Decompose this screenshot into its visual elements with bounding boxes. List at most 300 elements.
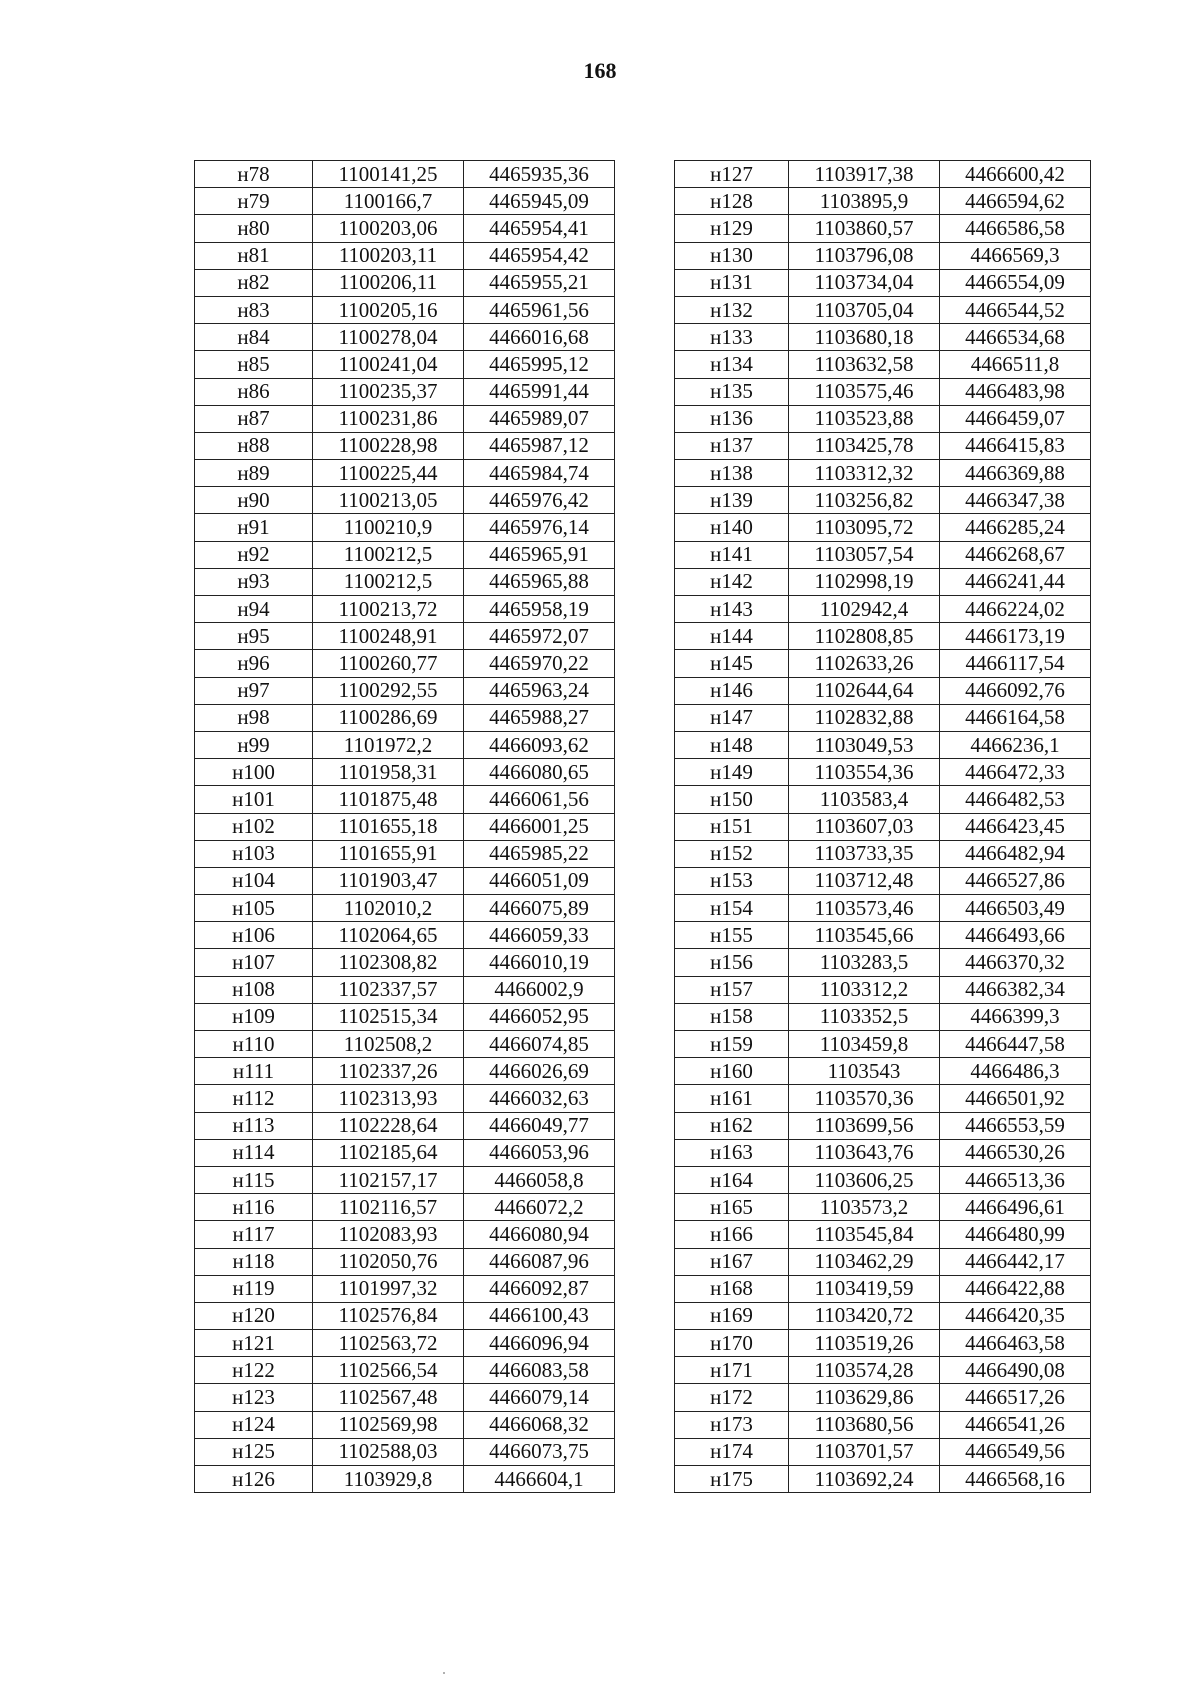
x-coordinate-cell: 1100166,7 (313, 188, 464, 215)
x-coordinate-cell: 1103425,78 (789, 432, 940, 459)
x-coordinate-cell: 1103570,36 (789, 1085, 940, 1112)
table-row (675, 650, 1091, 677)
y-coordinate-cell: 4466285,24 (940, 514, 1091, 541)
table-row (195, 677, 615, 704)
table-row (195, 813, 615, 840)
table-row (195, 1003, 615, 1030)
table-row (195, 1330, 615, 1357)
point-id-cell: н171 (675, 1357, 789, 1384)
x-coordinate-cell: 1102576,84 (313, 1302, 464, 1329)
y-coordinate-cell: 4466586,58 (940, 215, 1091, 242)
point-id-cell: н146 (675, 677, 789, 704)
y-coordinate-cell: 4466554,09 (940, 269, 1091, 296)
y-coordinate-cell: 4466002,9 (464, 976, 615, 1003)
y-coordinate-cell: 4466236,1 (940, 731, 1091, 758)
table-row (675, 405, 1091, 432)
table-row (675, 1357, 1091, 1384)
point-id-cell: н80 (195, 215, 313, 242)
y-coordinate-cell: 4466100,43 (464, 1302, 615, 1329)
point-id-cell: н134 (675, 351, 789, 378)
x-coordinate-cell: 1100231,86 (313, 405, 464, 432)
x-coordinate-cell: 1102308,82 (313, 949, 464, 976)
x-coordinate-cell: 1102567,48 (313, 1384, 464, 1411)
table-row (675, 1003, 1091, 1030)
table-row (675, 541, 1091, 568)
x-coordinate-cell: 1102064,65 (313, 922, 464, 949)
y-coordinate-cell: 4466482,53 (940, 786, 1091, 813)
point-id-cell: н158 (675, 1003, 789, 1030)
table-row (195, 296, 615, 323)
table-row (675, 704, 1091, 731)
y-coordinate-cell: 4466080,94 (464, 1221, 615, 1248)
y-coordinate-cell: 4466600,42 (940, 161, 1091, 188)
point-id-cell: н116 (195, 1194, 313, 1221)
table-row (675, 922, 1091, 949)
y-coordinate-cell: 4466072,2 (464, 1194, 615, 1221)
y-coordinate-cell: 4466503,49 (940, 895, 1091, 922)
x-coordinate-cell: 1102566,54 (313, 1357, 464, 1384)
x-coordinate-cell: 1102832,88 (789, 704, 940, 731)
x-coordinate-cell: 1100213,05 (313, 487, 464, 514)
point-id-cell: н103 (195, 840, 313, 867)
point-id-cell: н138 (675, 460, 789, 487)
x-coordinate-cell: 1100203,11 (313, 242, 464, 269)
y-coordinate-cell: 4466010,19 (464, 949, 615, 976)
point-id-cell: н85 (195, 351, 313, 378)
point-id-cell: н143 (675, 596, 789, 623)
x-coordinate-cell: 1103283,5 (789, 949, 940, 976)
y-coordinate-cell: 4465970,22 (464, 650, 615, 677)
x-coordinate-cell: 1103692,24 (789, 1466, 940, 1493)
x-coordinate-cell: 1101972,2 (313, 731, 464, 758)
point-id-cell: н114 (195, 1139, 313, 1166)
table-row (675, 1275, 1091, 1302)
table-row (195, 242, 615, 269)
x-coordinate-cell: 1103574,28 (789, 1357, 940, 1384)
x-coordinate-cell: 1101958,31 (313, 759, 464, 786)
x-coordinate-cell: 1103420,72 (789, 1302, 940, 1329)
table-row (195, 1194, 615, 1221)
point-id-cell: н132 (675, 296, 789, 323)
x-coordinate-cell: 1102508,2 (313, 1031, 464, 1058)
x-coordinate-cell: 1103543 (789, 1058, 940, 1085)
x-coordinate-cell: 1103860,57 (789, 215, 940, 242)
table-row (675, 514, 1091, 541)
table-row (195, 514, 615, 541)
x-coordinate-cell: 1103049,53 (789, 731, 940, 758)
y-coordinate-cell: 4466347,38 (940, 487, 1091, 514)
y-coordinate-cell: 4466490,08 (940, 1357, 1091, 1384)
table-row (195, 1302, 615, 1329)
y-coordinate-cell: 4466493,66 (940, 922, 1091, 949)
y-coordinate-cell: 4466569,3 (940, 242, 1091, 269)
point-id-cell: н119 (195, 1275, 313, 1302)
point-id-cell: н125 (195, 1438, 313, 1465)
y-coordinate-cell: 4466087,96 (464, 1248, 615, 1275)
x-coordinate-cell: 1100212,5 (313, 568, 464, 595)
x-coordinate-cell: 1103917,38 (789, 161, 940, 188)
x-coordinate-cell: 1103583,4 (789, 786, 940, 813)
y-coordinate-cell: 4466224,02 (940, 596, 1091, 623)
x-coordinate-cell: 1102515,34 (313, 1003, 464, 1030)
y-coordinate-cell: 4466420,35 (940, 1302, 1091, 1329)
x-coordinate-cell: 1103256,82 (789, 487, 940, 514)
point-id-cell: н126 (195, 1466, 313, 1493)
y-coordinate-cell: 4466541,26 (940, 1411, 1091, 1438)
y-coordinate-cell: 4466001,25 (464, 813, 615, 840)
table-row (675, 867, 1091, 894)
x-coordinate-cell: 1103701,57 (789, 1438, 940, 1465)
x-coordinate-cell: 1102644,64 (789, 677, 940, 704)
x-coordinate-cell: 1100286,69 (313, 704, 464, 731)
x-coordinate-cell: 1101997,32 (313, 1275, 464, 1302)
point-id-cell: н92 (195, 541, 313, 568)
table-row (195, 1357, 615, 1384)
point-id-cell: н99 (195, 731, 313, 758)
table-row (675, 1221, 1091, 1248)
point-id-cell: н173 (675, 1411, 789, 1438)
point-id-cell: н123 (195, 1384, 313, 1411)
point-id-cell: н167 (675, 1248, 789, 1275)
table-row (675, 840, 1091, 867)
table-row (675, 432, 1091, 459)
point-id-cell: н82 (195, 269, 313, 296)
y-coordinate-cell: 4465965,91 (464, 541, 615, 568)
x-coordinate-cell: 1102563,72 (313, 1330, 464, 1357)
x-coordinate-cell: 1102337,26 (313, 1058, 464, 1085)
y-coordinate-cell: 4465976,42 (464, 487, 615, 514)
table-row (195, 1248, 615, 1275)
y-coordinate-cell: 4466268,67 (940, 541, 1091, 568)
table-row (675, 188, 1091, 215)
y-coordinate-cell: 4466534,68 (940, 324, 1091, 351)
point-id-cell: н159 (675, 1031, 789, 1058)
x-coordinate-cell: 1101875,48 (313, 786, 464, 813)
y-coordinate-cell: 4465991,44 (464, 378, 615, 405)
y-coordinate-cell: 4466604,1 (464, 1466, 615, 1493)
x-coordinate-cell: 1103929,8 (313, 1466, 464, 1493)
point-id-cell: н115 (195, 1166, 313, 1193)
y-coordinate-cell: 4466486,3 (940, 1058, 1091, 1085)
y-coordinate-cell: 4465965,88 (464, 568, 615, 595)
x-coordinate-cell: 1100228,98 (313, 432, 464, 459)
point-id-cell: н175 (675, 1466, 789, 1493)
table-row (195, 704, 615, 731)
y-coordinate-cell: 4466511,8 (940, 351, 1091, 378)
x-coordinate-cell: 1101655,18 (313, 813, 464, 840)
coordinates-table-left (194, 160, 615, 1493)
y-coordinate-cell: 4466016,68 (464, 324, 615, 351)
point-id-cell: н98 (195, 704, 313, 731)
table-row (195, 976, 615, 1003)
point-id-cell: н86 (195, 378, 313, 405)
x-coordinate-cell: 1103419,59 (789, 1275, 940, 1302)
table-row (195, 623, 615, 650)
point-id-cell: н130 (675, 242, 789, 269)
x-coordinate-cell: 1102942,4 (789, 596, 940, 623)
y-coordinate-cell: 4466382,34 (940, 976, 1091, 1003)
table-row (675, 324, 1091, 351)
y-coordinate-cell: 4466544,52 (940, 296, 1091, 323)
x-coordinate-cell: 1100248,91 (313, 623, 464, 650)
point-id-cell: н156 (675, 949, 789, 976)
table-row (195, 922, 615, 949)
y-coordinate-cell: 4466415,83 (940, 432, 1091, 459)
y-coordinate-cell: 4466032,63 (464, 1085, 615, 1112)
y-coordinate-cell: 4466568,16 (940, 1466, 1091, 1493)
table-row (675, 351, 1091, 378)
y-coordinate-cell: 4466059,33 (464, 922, 615, 949)
point-id-cell: н112 (195, 1085, 313, 1112)
x-coordinate-cell: 1102633,26 (789, 650, 940, 677)
point-id-cell: н139 (675, 487, 789, 514)
x-coordinate-cell: 1102808,85 (789, 623, 940, 650)
table-row (195, 1085, 615, 1112)
point-id-cell: н168 (675, 1275, 789, 1302)
point-id-cell: н118 (195, 1248, 313, 1275)
table-row (675, 378, 1091, 405)
point-id-cell: н161 (675, 1085, 789, 1112)
y-coordinate-cell: 4466423,45 (940, 813, 1091, 840)
table-row (675, 161, 1091, 188)
point-id-cell: н149 (675, 759, 789, 786)
y-coordinate-cell: 4466483,98 (940, 378, 1091, 405)
table-row (675, 731, 1091, 758)
table-row (675, 813, 1091, 840)
point-id-cell: н84 (195, 324, 313, 351)
y-coordinate-cell: 4465984,74 (464, 460, 615, 487)
x-coordinate-cell: 1102313,93 (313, 1085, 464, 1112)
point-id-cell: н154 (675, 895, 789, 922)
table-row (675, 1411, 1091, 1438)
y-coordinate-cell: 4466068,32 (464, 1411, 615, 1438)
y-coordinate-cell: 4465954,42 (464, 242, 615, 269)
x-coordinate-cell: 1103606,25 (789, 1166, 940, 1193)
y-coordinate-cell: 4465963,24 (464, 677, 615, 704)
table-row (195, 1411, 615, 1438)
point-id-cell: н144 (675, 623, 789, 650)
x-coordinate-cell: 1102050,76 (313, 1248, 464, 1275)
y-coordinate-cell: 4465989,07 (464, 405, 615, 432)
scan-speck (443, 1672, 445, 1674)
table-row (195, 867, 615, 894)
y-coordinate-cell: 4465935,36 (464, 161, 615, 188)
point-id-cell: н155 (675, 922, 789, 949)
point-id-cell: н133 (675, 324, 789, 351)
y-coordinate-cell: 4466061,56 (464, 786, 615, 813)
point-id-cell: н101 (195, 786, 313, 813)
table-row (195, 596, 615, 623)
point-id-cell: н95 (195, 623, 313, 650)
table-row (675, 487, 1091, 514)
point-id-cell: н164 (675, 1166, 789, 1193)
y-coordinate-cell: 4466049,77 (464, 1112, 615, 1139)
point-id-cell: н140 (675, 514, 789, 541)
table-row (675, 460, 1091, 487)
y-coordinate-cell: 4465988,27 (464, 704, 615, 731)
table-row (675, 1384, 1091, 1411)
point-id-cell: н121 (195, 1330, 313, 1357)
point-id-cell: н81 (195, 242, 313, 269)
point-id-cell: н145 (675, 650, 789, 677)
x-coordinate-cell: 1102569,98 (313, 1411, 464, 1438)
x-coordinate-cell: 1100206,11 (313, 269, 464, 296)
table-row (675, 1112, 1091, 1139)
x-coordinate-cell: 1103057,54 (789, 541, 940, 568)
x-coordinate-cell: 1103680,18 (789, 324, 940, 351)
y-coordinate-cell: 4466053,96 (464, 1139, 615, 1166)
x-coordinate-cell: 1103895,9 (789, 188, 940, 215)
table-row (195, 895, 615, 922)
point-id-cell: н170 (675, 1330, 789, 1357)
table-row (675, 596, 1091, 623)
table-row (675, 786, 1091, 813)
y-coordinate-cell: 4466093,62 (464, 731, 615, 758)
y-coordinate-cell: 4465945,09 (464, 188, 615, 215)
table-row (675, 1166, 1091, 1193)
x-coordinate-cell: 1100141,25 (313, 161, 464, 188)
table-row (195, 188, 615, 215)
point-id-cell: н124 (195, 1411, 313, 1438)
y-coordinate-cell: 4465985,22 (464, 840, 615, 867)
y-coordinate-cell: 4466517,26 (940, 1384, 1091, 1411)
point-id-cell: н111 (195, 1058, 313, 1085)
point-id-cell: н104 (195, 867, 313, 894)
point-id-cell: н141 (675, 541, 789, 568)
table-row (195, 460, 615, 487)
table-row (675, 1139, 1091, 1166)
point-id-cell: н97 (195, 677, 313, 704)
x-coordinate-cell: 1103519,26 (789, 1330, 940, 1357)
y-coordinate-cell: 4466480,99 (940, 1221, 1091, 1248)
table-row (675, 1058, 1091, 1085)
x-coordinate-cell: 1103607,03 (789, 813, 940, 840)
table-row (675, 269, 1091, 296)
y-coordinate-cell: 4466096,94 (464, 1330, 615, 1357)
point-id-cell: н83 (195, 296, 313, 323)
x-coordinate-cell: 1103545,66 (789, 922, 940, 949)
table-row (195, 215, 615, 242)
y-coordinate-cell: 4466496,61 (940, 1194, 1091, 1221)
point-id-cell: н157 (675, 976, 789, 1003)
point-id-cell: н128 (675, 188, 789, 215)
table-row (195, 432, 615, 459)
table-row (195, 324, 615, 351)
table-row (675, 976, 1091, 1003)
point-id-cell: н165 (675, 1194, 789, 1221)
point-id-cell: н102 (195, 813, 313, 840)
table-row (675, 1438, 1091, 1465)
table-row (195, 650, 615, 677)
table-row (675, 242, 1091, 269)
y-coordinate-cell: 4466530,26 (940, 1139, 1091, 1166)
table-row (675, 895, 1091, 922)
x-coordinate-cell: 1100213,72 (313, 596, 464, 623)
table-row (195, 786, 615, 813)
point-id-cell: н89 (195, 460, 313, 487)
x-coordinate-cell: 1100292,55 (313, 677, 464, 704)
y-coordinate-cell: 4466442,17 (940, 1248, 1091, 1275)
y-coordinate-cell: 4465954,41 (464, 215, 615, 242)
table-row (195, 1031, 615, 1058)
x-coordinate-cell: 1103573,46 (789, 895, 940, 922)
y-coordinate-cell: 4466092,76 (940, 677, 1091, 704)
y-coordinate-cell: 4466075,89 (464, 895, 615, 922)
point-id-cell: н113 (195, 1112, 313, 1139)
point-id-cell: н137 (675, 432, 789, 459)
x-coordinate-cell: 1102185,64 (313, 1139, 464, 1166)
point-id-cell: н107 (195, 949, 313, 976)
table-row (195, 405, 615, 432)
x-coordinate-cell: 1102228,64 (313, 1112, 464, 1139)
point-id-cell: н100 (195, 759, 313, 786)
table-row (675, 1302, 1091, 1329)
x-coordinate-cell: 1102588,03 (313, 1438, 464, 1465)
point-id-cell: н142 (675, 568, 789, 595)
y-coordinate-cell: 4465955,21 (464, 269, 615, 296)
point-id-cell: н152 (675, 840, 789, 867)
x-coordinate-cell: 1103629,86 (789, 1384, 940, 1411)
page-number: 168 (583, 58, 617, 83)
table-row (195, 1221, 615, 1248)
x-coordinate-cell: 1101655,91 (313, 840, 464, 867)
point-id-cell: н78 (195, 161, 313, 188)
x-coordinate-cell: 1102116,57 (313, 1194, 464, 1221)
y-coordinate-cell: 4466058,8 (464, 1166, 615, 1193)
y-coordinate-cell: 4465976,14 (464, 514, 615, 541)
x-coordinate-cell: 1100241,04 (313, 351, 464, 378)
point-id-cell: н151 (675, 813, 789, 840)
x-coordinate-cell: 1103312,32 (789, 460, 940, 487)
y-coordinate-cell: 4466553,59 (940, 1112, 1091, 1139)
y-coordinate-cell: 4466422,88 (940, 1275, 1091, 1302)
table-row (675, 1248, 1091, 1275)
x-coordinate-cell: 1100235,37 (313, 378, 464, 405)
x-coordinate-cell: 1100278,04 (313, 324, 464, 351)
y-coordinate-cell: 4466369,88 (940, 460, 1091, 487)
table-row (675, 568, 1091, 595)
y-coordinate-cell: 4466083,58 (464, 1357, 615, 1384)
y-coordinate-cell: 4465972,07 (464, 623, 615, 650)
x-coordinate-cell: 1103573,2 (789, 1194, 940, 1221)
x-coordinate-cell: 1102998,19 (789, 568, 940, 595)
x-coordinate-cell: 1103312,2 (789, 976, 940, 1003)
table-row (675, 623, 1091, 650)
point-id-cell: н120 (195, 1302, 313, 1329)
point-id-cell: н162 (675, 1112, 789, 1139)
point-id-cell: н87 (195, 405, 313, 432)
y-coordinate-cell: 4466026,69 (464, 1058, 615, 1085)
x-coordinate-cell: 1102010,2 (313, 895, 464, 922)
table-row (675, 296, 1091, 323)
y-coordinate-cell: 4465958,19 (464, 596, 615, 623)
y-coordinate-cell: 4466447,58 (940, 1031, 1091, 1058)
table-row (675, 949, 1091, 976)
coordinates-table-right (674, 160, 1091, 1493)
point-id-cell: н136 (675, 405, 789, 432)
point-id-cell: н135 (675, 378, 789, 405)
x-coordinate-cell: 1103796,08 (789, 242, 940, 269)
point-id-cell: н105 (195, 895, 313, 922)
table-row (195, 1058, 615, 1085)
point-id-cell: н108 (195, 976, 313, 1003)
point-id-cell: н94 (195, 596, 313, 623)
x-coordinate-cell: 1103712,48 (789, 867, 940, 894)
x-coordinate-cell: 1100210,9 (313, 514, 464, 541)
table-row (195, 351, 615, 378)
x-coordinate-cell: 1103632,58 (789, 351, 940, 378)
table-row (195, 1275, 615, 1302)
